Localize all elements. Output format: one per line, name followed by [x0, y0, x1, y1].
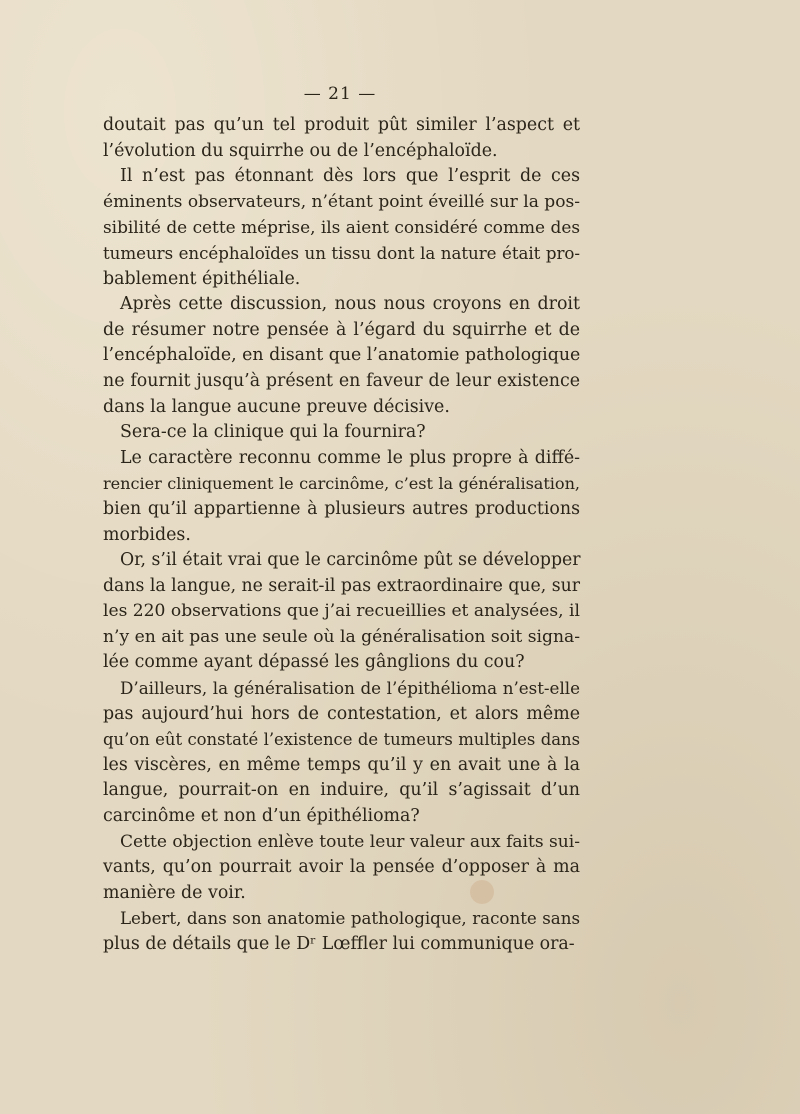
- text-line: les 220 observations que j’ai recueillies et analysées, il: [103, 601, 580, 622]
- text-line: vants, qu’on pourrait avoir la pensée d’opposer à ma: [103, 857, 580, 878]
- text-line: Sera-ce la clinique qui la fournira?: [120, 422, 426, 443]
- text-line: l’encéphaloïde, en disant que l’anatomie pathologique: [103, 345, 581, 366]
- page-number: — 21 —: [303, 84, 377, 104]
- text-line: de résumer notre pensée à l’égard du squirrhe et de: [103, 319, 580, 340]
- text-line: tumeurs encéphaloïdes un tissu dont la nature était pro-: [103, 243, 580, 263]
- text-line: lée comme ayant dépassé les gânglions du cou?: [103, 652, 525, 673]
- text-line: morbides.: [103, 524, 191, 545]
- text-line: Or, s’il était vrai que le carcinôme pût se développer: [120, 550, 581, 571]
- text-line: Lebert, dans son anatomie pathologique, raconte sans: [120, 908, 580, 929]
- text-line: dans la langue aucune preuve décisive.: [103, 396, 450, 417]
- text-line: D’ailleurs, la généralisation de l’épithélioma n’est-elle: [120, 678, 580, 699]
- paragraph: [103, 446, 580, 548]
- paragraph: [103, 164, 580, 292]
- text-line: bablement épithéliale.: [103, 268, 301, 289]
- paragraph: [103, 292, 580, 420]
- text-line: Après cette discussion, nous nous croyons en droit: [120, 294, 580, 315]
- text-line: plus de détails que le Dʳ Lœffler lui communique ora-: [103, 934, 575, 954]
- paragraph: [103, 906, 580, 957]
- paragraph: [103, 830, 580, 907]
- body-text: [103, 113, 580, 958]
- text-line: bien qu’il appartienne à plusieurs autres productions: [103, 498, 580, 519]
- text-line: sibilité de cette méprise, ils aient considéré comme des: [103, 217, 580, 238]
- text-line: doutait pas qu’un tel produit pût similer l’aspect et: [103, 115, 580, 135]
- text-line: les viscères, en même temps qu’il y en avait une à la: [103, 754, 580, 775]
- text-line: rencier cliniquement le carcinôme, c’est la généralisation,: [103, 474, 580, 494]
- paragraph: [103, 548, 580, 676]
- text-line: l’évolution du squirrhe ou de l’encéphaloïde.: [103, 140, 498, 161]
- text-line: manière de voir.: [103, 882, 246, 903]
- paragraph: [103, 113, 580, 164]
- text-line: Cette objection enlève toute leur valeur aux faits sui-: [120, 831, 580, 852]
- text-line: qu’on eût constaté l’existence de tumeurs multiples dans: [103, 730, 580, 750]
- text-line: ne fournit jusqu’à présent en faveur de leur existence: [103, 370, 580, 391]
- text-line: carcinôme et non d’un épithélioma?: [103, 806, 420, 827]
- text-line: n’y en ait pas une seule où la généralisation soit signa-: [103, 626, 580, 647]
- text-line: dans la langue, ne serait-il pas extraordinaire que, sur: [103, 575, 580, 596]
- paragraph: [103, 420, 580, 446]
- text-line: éminents observateurs, n’étant point éveillé sur la pos-: [103, 191, 580, 212]
- text-line: pas aujourd’hui hors de contestation, et alors même: [103, 703, 580, 724]
- paragraph: [103, 676, 580, 830]
- text-line: Le caractère reconnu comme le plus propre à diffé-: [120, 447, 580, 468]
- text-line: Il n’est pas étonnant dès lors que l’esprit de ces: [120, 166, 580, 187]
- text-line: langue, pourrait-on en induire, qu’il s’agissait d’un: [103, 780, 580, 801]
